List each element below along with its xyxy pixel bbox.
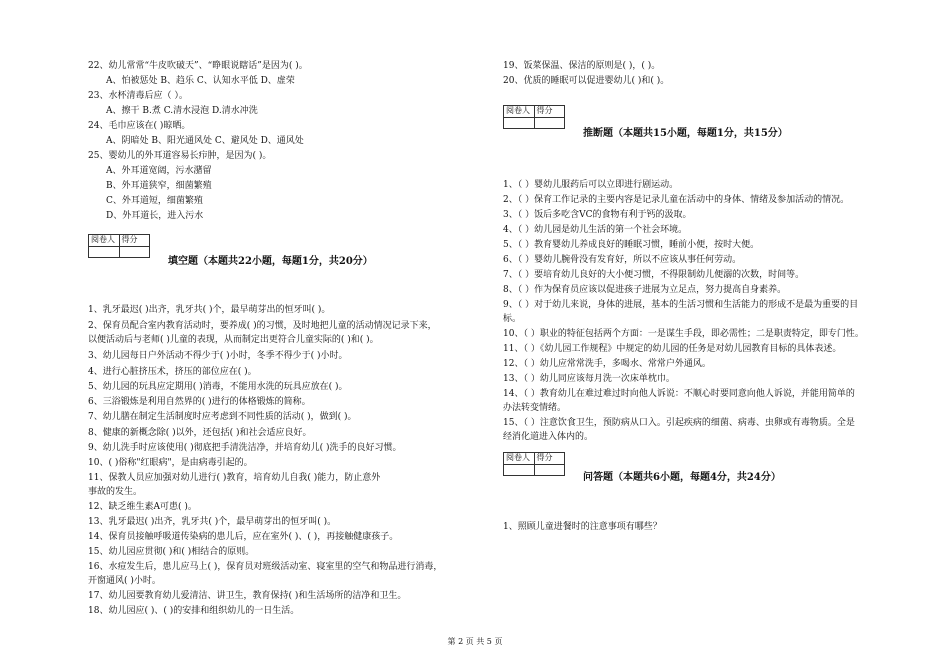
question-line: 24、毛巾应该在( )晾晒。 <box>88 121 191 131</box>
page-number: 第 2 页 共 5 页 <box>447 637 503 646</box>
question-line: 2、（ ）保育工作记录的主要内容是记录儿童在活动中的身体、情绪及参加活动的情况。 <box>503 195 850 205</box>
question-line: 6、三浴锻炼是利用自然界的( )进行的体格锻炼的简称。 <box>88 397 311 407</box>
question-line: 1、（ ）婴幼儿服药后可以立即进行剧运动。 <box>503 180 679 190</box>
grader-blank <box>504 118 534 128</box>
question-line: 13、（ ）幼儿同应该每月洗一次床单枕巾。 <box>503 374 675 384</box>
question-line: 10、( )俗称"红眼病"，是由病毒引起的。 <box>88 458 253 468</box>
score-blank <box>534 118 565 128</box>
question-line: 15、幼儿园应贯彻( )和( )相结合的原则。 <box>88 547 255 557</box>
score-label: 得分 <box>119 235 150 246</box>
question-line: 10、（ ）职业的特征包括两个方面：一是谋生手段，即必需性；二是职责特定，即专门性。 <box>503 329 864 339</box>
question-line: 16、水痘发生后，患儿应马上( )，保育员对班级活动室、寝室里的空气和物品进行消毒， <box>88 562 443 572</box>
question-line: 以便活动后与老师( )儿童的表现，从而制定出更符合儿童实际的( )和( )。 <box>88 335 379 345</box>
grader-blank <box>504 465 534 475</box>
question-line: 办法转变情绪。 <box>503 403 567 413</box>
question-line: 1、乳牙最迟( )出齐，乳牙共( )个，最早萌芽出的恒牙叫( )。 <box>88 305 331 315</box>
question-line: 开窗通风( )小时。 <box>88 576 161 586</box>
score-box-blank-row <box>504 464 564 475</box>
question-line: 20、优质的睡眠可以促进婴幼儿( )和( )。 <box>503 76 670 86</box>
score-label: 得分 <box>534 106 565 117</box>
grader-blank <box>89 247 119 257</box>
grader-label: 阅卷人 <box>506 453 530 462</box>
question-line: A、阴暗处 B、阳光通风处 C、避风处 D、通风处 <box>106 136 304 146</box>
question-line: 17、幼儿园要教育幼儿爱清洁、讲卫生，教育保持( )和生活场所的洁净和卫生。 <box>88 591 407 601</box>
question-line: 标。 <box>503 314 522 324</box>
grader-label: 阅卷人 <box>506 106 530 115</box>
score-box-fill <box>88 234 150 258</box>
question-line: A、擦干 B.煮 C.清水浸泡 D.清水冲洗 <box>106 106 258 116</box>
question-line: 13、乳牙最迟( )出齐，乳牙共( )个，最早萌芽出的恒牙叫( )。 <box>88 517 337 527</box>
question-line: 14、（ ）教育幼儿在难过难过时向他人诉说：不顺心时要同意向他人诉说，并能用简单的 <box>503 389 855 399</box>
question-line: 19、饭菜保温、保洁的原则是( )，( )。 <box>503 61 661 71</box>
question-line: 4、进行心脏挤压术，挤压的部位应在( )。 <box>88 367 257 377</box>
question-line: A、怕被惩处 B、趋乐 C、认知水平低 D、虚荣 <box>106 76 295 86</box>
question-line: D、外耳道长，进入污水 <box>106 211 204 221</box>
question-line: 8、（ ）作为保育员应该以促进孩子进展为立足点，努力提高自身素养。 <box>503 285 787 295</box>
question-line: 7、幼儿膳在制定生活制度时应考虑到不同性质的活动( )，做到( )。 <box>88 412 357 422</box>
qa-section-title: 问答题（本题共6小题，每题4分，共24分） <box>583 472 781 483</box>
question-line: 9、幼儿洗手时应该使用( )彻底把手清洗洁净，并培育幼儿( )洗手的良好习惯。 <box>88 443 402 453</box>
question-line: 23、水杯清毒后应（ ）。 <box>88 91 188 101</box>
score-box-header <box>504 106 564 117</box>
question-line: 14、保育员接触呼吸道传染病的患儿后，应在室外( )、( )，再接触健康孩子。 <box>88 532 399 542</box>
score-box-qa <box>503 452 565 476</box>
score-box-blank-row <box>89 246 149 257</box>
question-line: A、外耳道宽阔，污水潴留 <box>106 166 212 176</box>
question-line: 18、幼儿园应( )、( )的安排和组织幼儿的一日生活。 <box>88 606 300 616</box>
fill-section-title: 填空题（本题共22小题，每题1分，共20分） <box>168 256 373 267</box>
question-line: 7、（ ）要培育幼儿良好的大小便习惯，不得限制幼儿便溺的次数，时间等。 <box>503 270 805 280</box>
question-line: 12、缺乏维生素A可患( )。 <box>88 502 197 512</box>
question-line: 5、（ ）教育婴幼儿养成良好的睡眠习惯，睡前小便，按时大便。 <box>503 240 760 250</box>
question-line: 4、（ ）幼儿园是幼儿生活的第一个社会环境。 <box>503 225 688 235</box>
score-box-header <box>89 235 149 246</box>
question-line: 11、（ ）《幼儿园工作规程》中规定的幼儿园的任务是对幼儿园教育目标的具体表述。 <box>503 344 842 354</box>
score-box-blank-row <box>504 117 564 128</box>
score-label: 得分 <box>534 453 565 464</box>
score-box-judge <box>503 105 565 129</box>
question-line: 22、幼儿常常“牛皮吹破天”、“睁眼说瞎话”是因为( )。 <box>88 61 308 71</box>
judge-section-title: 推断题（本题共15小题，每题1分，共15分） <box>583 128 788 139</box>
question-line: 11、保教人员应加强对幼儿进行( )教育，培育幼儿自我( )能力，防止意外 <box>88 473 381 483</box>
question-line: 9、（ ）对于幼儿来说，身体的进展，基本的生活习惯和生活能力的形成不是最为重要的目 <box>503 300 859 310</box>
question-line: 1、照顾儿童进餐时的注意事项有哪些？ <box>503 522 662 532</box>
grader-label: 阅卷人 <box>91 235 115 244</box>
question-line: 12、（ ）幼儿应常常洗手，多喝水、常常户外通风。 <box>503 359 711 369</box>
question-line: 经消化道进入体内的。 <box>503 432 594 442</box>
question-line: 5、幼儿园的玩具应定期用( )消毒，不能用水洗的玩具应放在( )。 <box>88 382 348 392</box>
question-line: 2、保育员配合室内教育活动时，要养成( )的习惯，及时地把儿童的活动情况记录下来， <box>88 321 437 331</box>
question-line: 6、（ ）婴幼儿腕骨没有发育好，所以不应该从事任何劳动。 <box>503 255 742 265</box>
score-box-header <box>504 453 564 464</box>
score-blank <box>534 465 565 475</box>
question-line: C、外耳道短，细菌繁殖 <box>106 196 203 206</box>
question-line: 3、（ ）饭后多吃含VC的食物有利于钙的汲取。 <box>503 210 692 220</box>
question-line: 事故的发生。 <box>88 487 143 497</box>
score-blank <box>119 247 150 257</box>
question-line: 8、健康的新概念除( )以外，还包括( )和社会适应良好。 <box>88 428 312 438</box>
question-line: B、外耳道狭窄，细菌繁殖 <box>106 181 212 191</box>
question-line: 3、幼儿园每日户外活动不得少于( )小时，冬季不得少于( )小时。 <box>88 351 348 361</box>
question-line: 15、（ ）注意饮食卫生，预防病从口入。引起疾病的细菌、病毒、虫卵或有毒物质。全是 <box>503 418 855 428</box>
question-line: 25、婴幼儿的外耳道容易长疖肿，是因为( )。 <box>88 151 272 161</box>
